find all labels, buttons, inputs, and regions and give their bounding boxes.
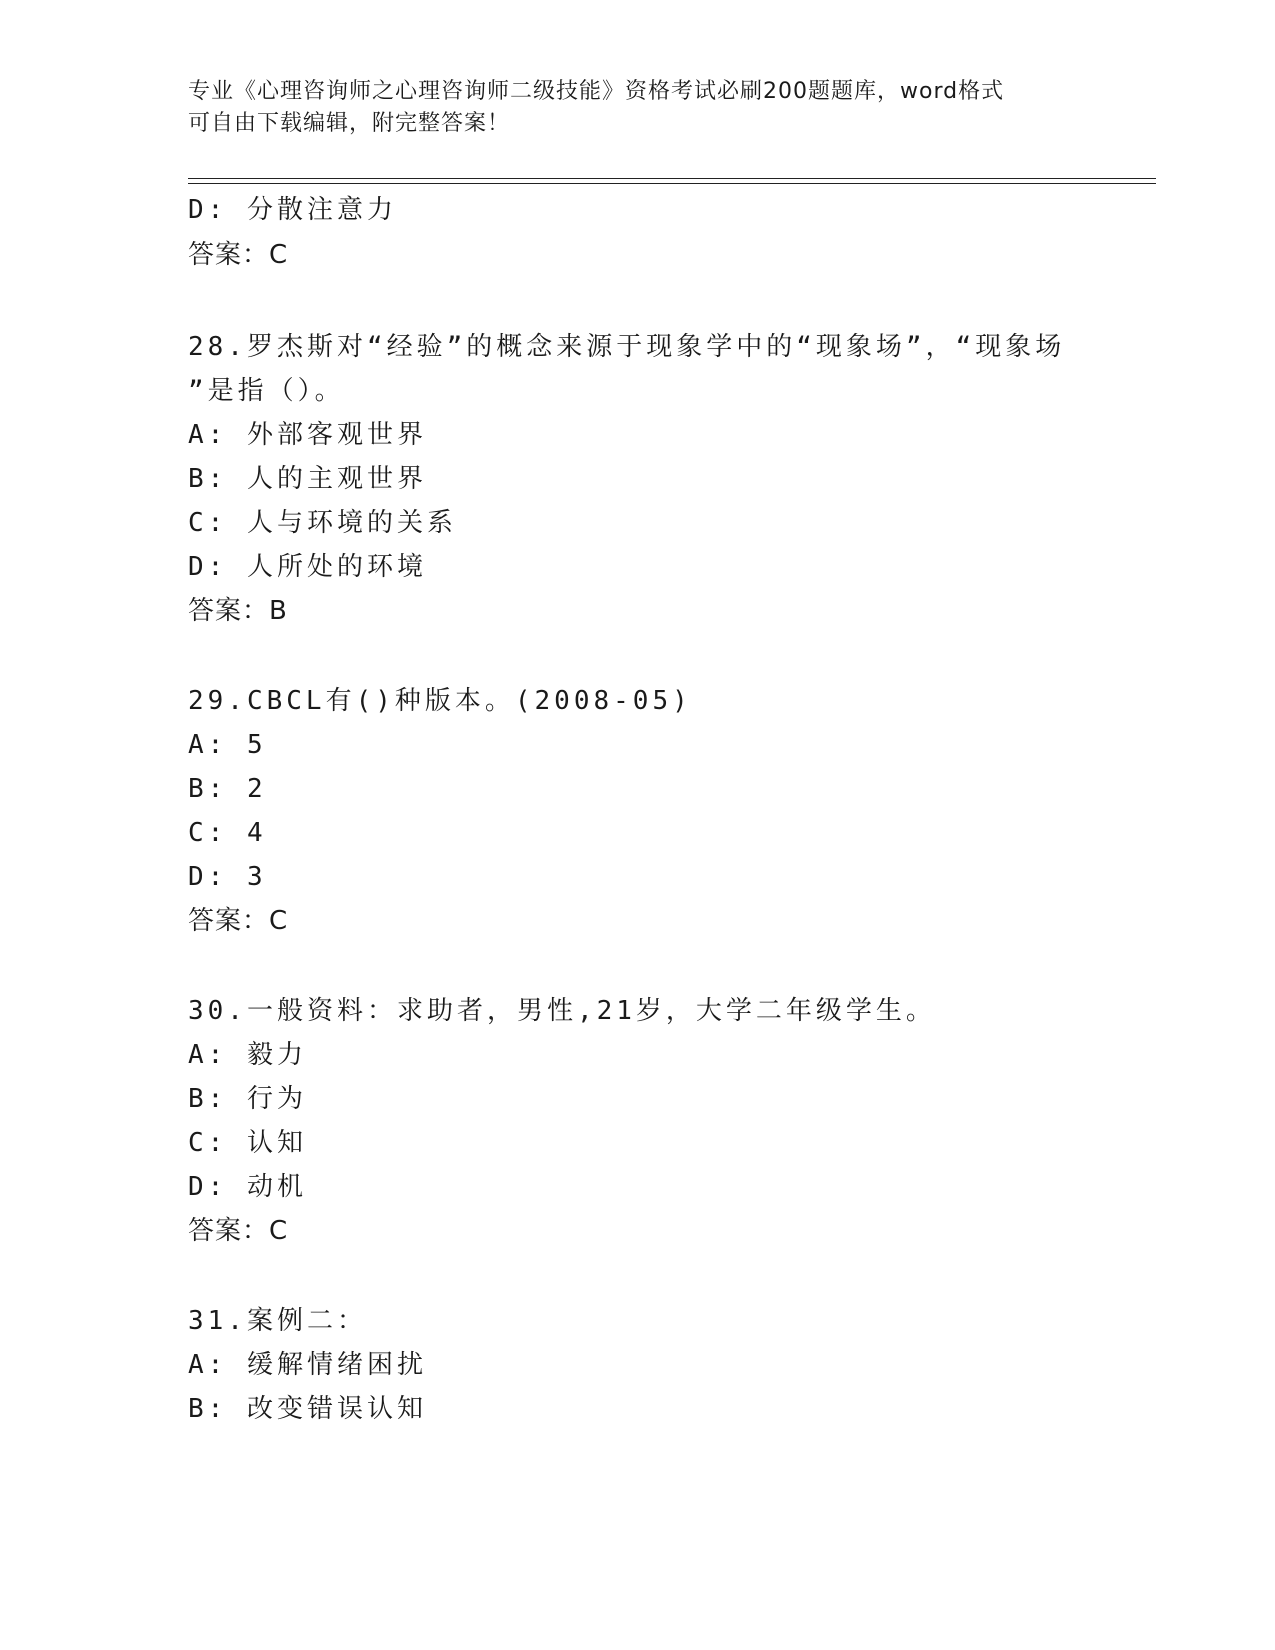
q28-option-b: B: 人的主观世界 — [188, 464, 427, 494]
q31-stem: 31.案例二： — [188, 1306, 367, 1336]
q30-option-c: C: 认知 — [188, 1128, 307, 1158]
header-rule-bottom — [188, 183, 1156, 184]
q29-option-d: D: 3 — [188, 862, 267, 892]
document-header — [188, 76, 1088, 140]
header-rule-top — [188, 178, 1156, 179]
q29-option-c: C: 4 — [188, 818, 267, 848]
q28-stem-line-1: 28.罗杰斯对“经验”的概念来源于现象学中的“现象场”，“现象场 — [188, 332, 1066, 362]
q28-option-a: A: 外部客观世界 — [188, 420, 427, 450]
q28-option-d: D: 人所处的环境 — [188, 552, 427, 582]
q30-option-d: D: 动机 — [188, 1172, 307, 1202]
q28-answer: 答案：B — [188, 596, 288, 626]
q29-answer: 答案：C — [188, 906, 289, 936]
prev-answer: 答案：C — [188, 240, 289, 270]
prev-option-d: D: 分散注意力 — [188, 195, 397, 225]
header-line-1: 专业《心理咨询师之心理咨询师二级技能》资格考试必刷200题题库，word格式 — [188, 79, 1005, 104]
q29-stem: 29.CBCL有()种版本。(2008-05) — [188, 686, 692, 716]
q30-option-a: A: 毅力 — [188, 1040, 307, 1070]
q30-stem: 30.一般资料：求助者，男性,21岁，大学二年级学生。 — [188, 996, 936, 1026]
q29-option-a: A: 5 — [188, 730, 267, 760]
q30-option-b: B: 行为 — [188, 1084, 307, 1114]
q30-answer: 答案：C — [188, 1216, 289, 1246]
q29-option-b: B: 2 — [188, 774, 267, 804]
q28-option-c: C: 人与环境的关系 — [188, 508, 457, 538]
q31-option-b: B: 改变错误认知 — [188, 1394, 427, 1424]
q31-option-a: A: 缓解情绪困扰 — [188, 1350, 427, 1380]
header-line-2: 可自由下载编辑，附完整答案！ — [188, 111, 511, 136]
q28-stem-line-2: ”是指（）。 — [188, 376, 345, 406]
